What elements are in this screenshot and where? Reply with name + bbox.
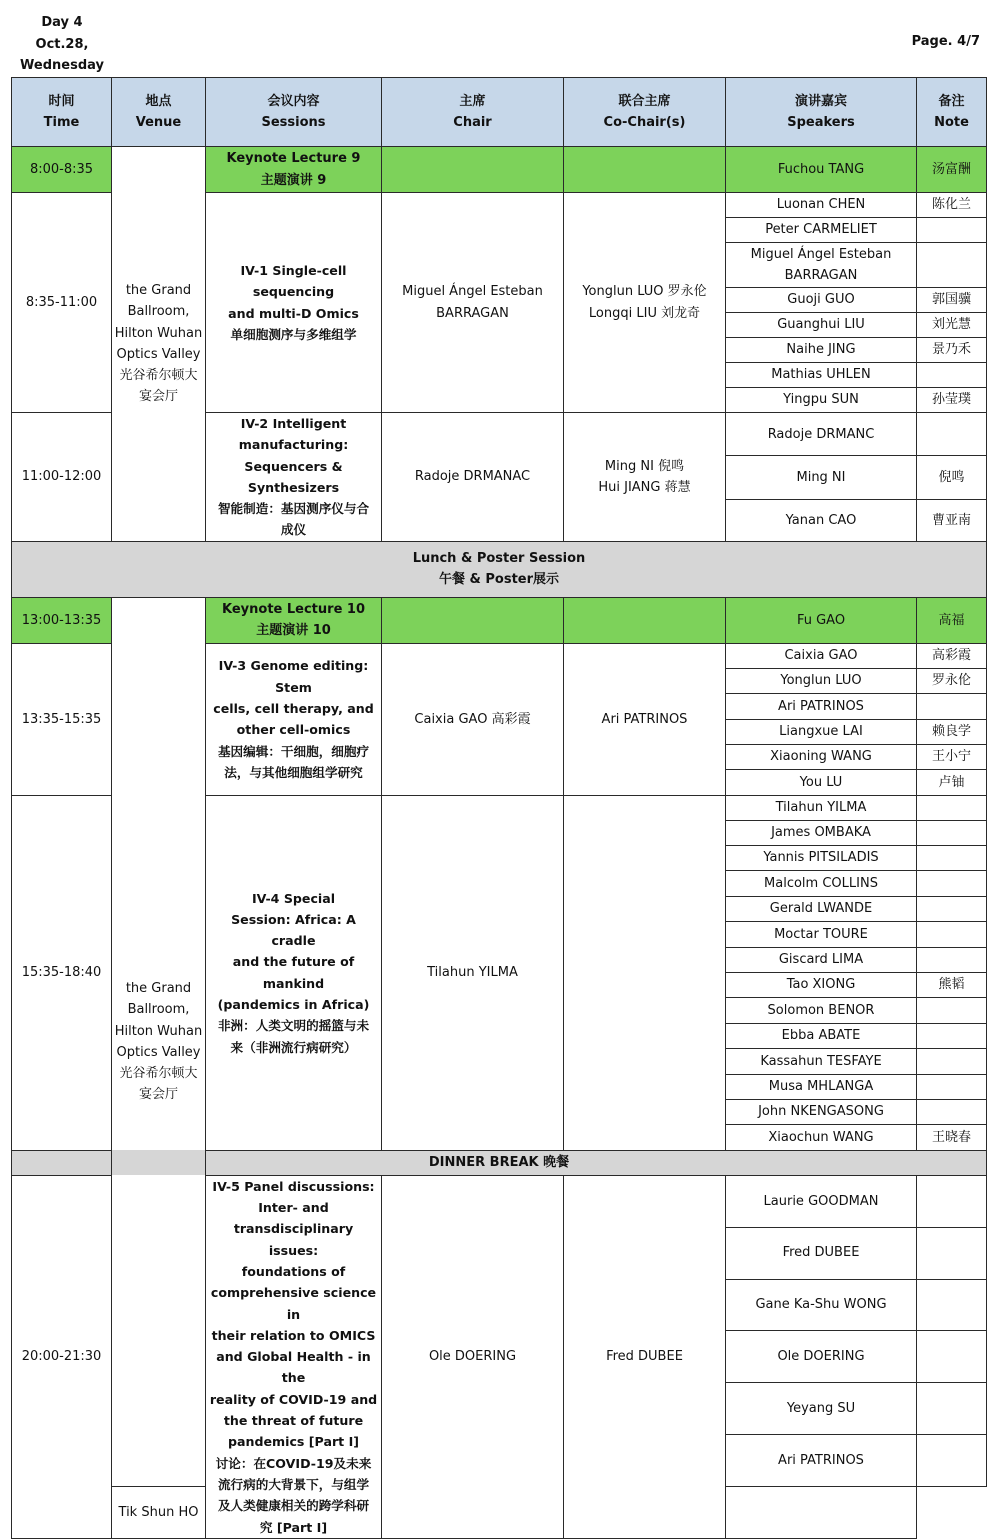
speaker-cell: Gane Ka-Shu WONG xyxy=(726,1279,917,1331)
note-cell xyxy=(917,413,987,456)
chair-cell: Caixia GAO 高彩霞 xyxy=(382,643,564,795)
speaker-cell: Miguel Ángel Esteban BARRAGAN xyxy=(726,243,917,288)
dinner-row xyxy=(12,1150,987,1175)
speaker-cell: Luonan CHEN xyxy=(726,193,917,218)
cochair-cell: Fred DUBEE xyxy=(564,1175,726,1538)
speaker-cell: Ari PATRINOS xyxy=(726,1435,917,1487)
col-header-note: 备注 Note xyxy=(917,78,987,147)
speaker-cell: Yingpu SUN xyxy=(726,388,917,413)
note-cell: 高福 xyxy=(917,597,987,643)
speaker-cell: Tilahun YILMA xyxy=(726,795,917,820)
note-cell xyxy=(917,845,987,870)
speaker-cell: Radoje DRMANC xyxy=(726,413,917,456)
cochair-cell xyxy=(564,795,726,1150)
lunch-break-cell: Lunch & Poster Session 午餐 & Poster展示 xyxy=(12,541,987,597)
chair-cell xyxy=(382,597,564,643)
note-cell xyxy=(917,1383,987,1435)
note-cell xyxy=(917,1048,987,1074)
note-cell xyxy=(917,1227,987,1279)
note-cell: 熊韬 xyxy=(917,972,987,997)
speaker-cell: James OMBAKA xyxy=(726,820,917,845)
time-cell: 13:00-13:35 xyxy=(12,597,112,643)
speaker-cell: Yonglun LUO xyxy=(726,668,917,693)
note-cell xyxy=(917,947,987,972)
col-header-cochair: 联合主席 Co-Chair(s) xyxy=(564,78,726,147)
speaker-cell: Naihe JING xyxy=(726,338,917,363)
note-cell xyxy=(917,795,987,820)
speaker-cell: Fu GAO xyxy=(726,597,917,643)
col-header-venue: 地点 Venue xyxy=(112,78,206,147)
time-cell: 8:00-8:35 xyxy=(12,147,112,193)
col-header-sessions: 会议内容 Sessions xyxy=(206,78,382,147)
speaker-cell: Fuchou TANG xyxy=(726,147,917,193)
table-header-row xyxy=(12,78,987,147)
note-cell xyxy=(917,870,987,896)
note-cell xyxy=(917,1023,987,1048)
cochair-cell: Ming NI 倪鸣 Hui JIANG 蒋慧 xyxy=(564,413,726,542)
note-cell xyxy=(917,1435,987,1487)
session-cell: IV-2 Intelligent manufacturing: Sequencers & Synthesizers 智能制造：基因测序仪与合 成仪 xyxy=(206,413,382,542)
speaker-cell: John NKENGASONG xyxy=(726,1099,917,1124)
note-cell xyxy=(917,997,987,1023)
col-header-chair: 主席 Chair xyxy=(382,78,564,147)
chair-cell xyxy=(382,147,564,193)
note-cell: 汤富酬 xyxy=(917,147,987,193)
lunch-row xyxy=(12,541,987,597)
chair-cell: Tilahun YILMA xyxy=(382,795,564,1150)
note-cell: 高彩霞 xyxy=(917,643,987,668)
day-number: Day 4 xyxy=(41,15,83,30)
col-header-speakers: 演讲嘉宾 Speakers xyxy=(726,78,917,147)
time-cell: 8:35-11:00 xyxy=(12,193,112,413)
speaker-cell: Ming NI xyxy=(726,456,917,499)
speaker-cell: Musa MHLANGA xyxy=(726,1074,917,1099)
speaker-cell: Peter CARMELIET xyxy=(726,218,917,243)
speaker-cell: Malcolm COLLINS xyxy=(726,870,917,896)
speaker-cell: Xiaochun WANG xyxy=(726,1124,917,1150)
note-cell: 刘光慧 xyxy=(917,313,987,338)
speaker-cell: Xiaoning WANG xyxy=(726,744,917,769)
session-cell: IV-3 Genome editing: Stem cells, cell therapy, and other cell-omics 基因编辑：干细胞，细胞疗 法，与其他细胞组学研究 xyxy=(206,643,382,795)
schedule-table xyxy=(11,77,987,1539)
note-cell xyxy=(917,921,987,947)
date: Oct.28, xyxy=(35,36,89,52)
note-cell: 王晓春 xyxy=(917,1124,987,1150)
speaker-cell: Yeyang SU xyxy=(726,1383,917,1435)
note-cell xyxy=(917,896,987,921)
note-cell: 倪鸣 xyxy=(917,456,987,499)
note-cell xyxy=(917,1279,987,1331)
note-cell: 孙莹璞 xyxy=(917,388,987,413)
note-cell: 赖良学 xyxy=(917,719,987,744)
speaker-cell: Yanan CAO xyxy=(726,499,917,541)
time-cell: 20:00-21:30 xyxy=(12,1175,112,1538)
cochair-cell xyxy=(564,597,726,643)
speaker-cell: Tao XIONG xyxy=(726,972,917,997)
speaker-cell: Moctar TOURE xyxy=(726,921,917,947)
speaker-cell: Mathias UHLEN xyxy=(726,363,917,388)
cochair-cell: Ari PATRINOS xyxy=(564,643,726,795)
note-cell: 景乃禾 xyxy=(917,338,987,363)
note-cell xyxy=(917,1074,987,1099)
chair-cell: Miguel Ángel Esteban BARRAGAN xyxy=(382,193,564,413)
session-cell: IV-1 Single-cell sequencing and multi-D Omics 单细胞测序与多维组学 xyxy=(206,193,382,413)
note-cell: 王小宁 xyxy=(917,744,987,769)
note-cell: 罗永伦 xyxy=(917,668,987,693)
keynote-10-row xyxy=(12,597,987,643)
note-cell xyxy=(917,1175,987,1227)
note-cell: 曹亚南 xyxy=(917,499,987,541)
speaker-cell: Laurie GOODMAN xyxy=(726,1175,917,1227)
speaker-cell: Caixia GAO xyxy=(726,643,917,668)
note-cell xyxy=(917,693,987,719)
chair-cell: Radoje DRMANAC xyxy=(382,413,564,542)
page-number: Page. 4/7 xyxy=(911,34,980,49)
session-cell: Keynote Lecture 9 主题演讲 9 xyxy=(206,147,382,193)
speaker-cell: Guoji GUO xyxy=(726,288,917,313)
speaker-cell: Fred DUBEE xyxy=(726,1227,917,1279)
speaker-cell: Ebba ABATE xyxy=(726,1023,917,1048)
speaker-cell: Kassahun TESFAYE xyxy=(726,1048,917,1074)
dinner-break-cell: DINNER BREAK 晚餐 xyxy=(12,1150,987,1175)
note-cell xyxy=(917,218,987,243)
cochair-cell: Yonglun LUO 罗永伦 Longqi LIU 刘龙奇 xyxy=(564,193,726,413)
speaker-cell: Gerald LWANDE xyxy=(726,896,917,921)
chair-cell: Ole DOERING xyxy=(382,1175,564,1538)
time-cell: 15:35-18:40 xyxy=(12,795,112,1150)
note-cell xyxy=(917,243,987,288)
speaker-cell: Liangxue LAI xyxy=(726,719,917,744)
speaker-cell: Guanghui LIU xyxy=(726,313,917,338)
time-cell: 11:00-12:00 xyxy=(12,413,112,542)
session-cell: IV-4 Special Session: Africa: A cradle and the future of mankind (pandemics in Africa) 非洲：人类文明的摇篮与未 来（非洲流行病研究） xyxy=(206,795,382,1150)
note-cell xyxy=(726,1486,917,1538)
note-cell xyxy=(917,363,987,388)
note-cell: 陈化兰 xyxy=(917,193,987,218)
speaker-cell: Solomon BENOR xyxy=(726,997,917,1023)
weekday: Wednesday xyxy=(20,58,104,73)
cochair-cell xyxy=(564,147,726,193)
speaker-cell: Giscard LIMA xyxy=(726,947,917,972)
speaker-cell: Yannis PITSILADIS xyxy=(726,845,917,870)
note-cell xyxy=(917,1331,987,1383)
venue-cell-morning: the Grand Ballroom, Hilton Wuhan Optics Valley 光谷希尔顿大 宴会厅 xyxy=(112,147,206,542)
speaker-cell: Ole DOERING xyxy=(726,1331,917,1383)
note-cell xyxy=(917,1099,987,1124)
session-cell: Keynote Lecture 10 主题演讲 10 xyxy=(206,597,382,643)
col-header-time: 时间 Time xyxy=(12,78,112,147)
note-cell xyxy=(917,820,987,845)
speaker-cell: You LU xyxy=(726,769,917,795)
session-cell: IV-5 Panel discussions: Inter- and transdisciplinary issues: foundations of comprehensive science in their relation to OMICS and Global Health - in the reality of COVID-19 and the threat of future pandemics [Part I] 讨论：在COVID-19及未来 流行病的大背景下，与组学 及人类健康相关的跨学科研 究 [Part I] xyxy=(206,1175,382,1538)
speaker-cell: Ari PATRINOS xyxy=(726,693,917,719)
keynote-9-row xyxy=(12,147,987,193)
day-date-label xyxy=(16,12,108,77)
note-cell: 郭国骥 xyxy=(917,288,987,313)
speaker-cell: Tik Shun HO xyxy=(112,1486,206,1538)
note-cell: 卢铀 xyxy=(917,769,987,795)
time-cell: 13:35-15:35 xyxy=(12,643,112,795)
venue-cell-afternoon: the Grand Ballroom, Hilton Wuhan Optics Valley 光谷希尔顿大 宴会厅 xyxy=(112,597,206,1486)
